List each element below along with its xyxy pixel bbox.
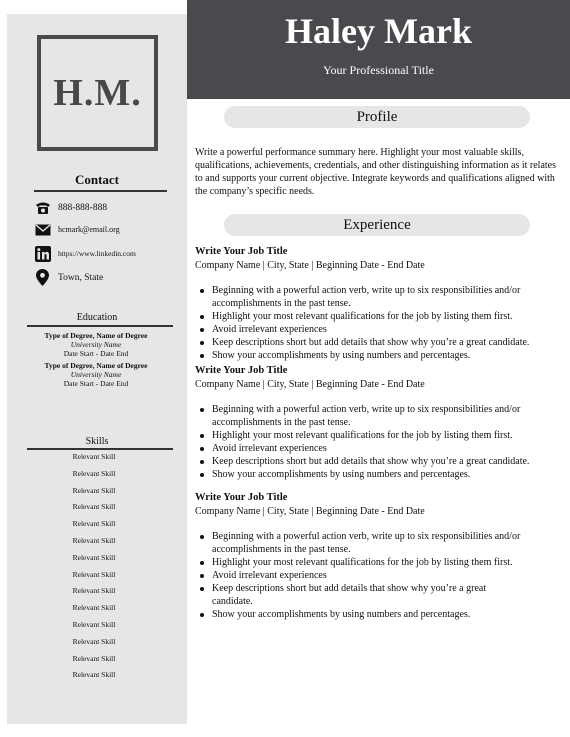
sidebar (7, 14, 187, 724)
skills-divider (27, 448, 173, 450)
location-text: Town, State (58, 272, 104, 283)
job-bullets (195, 284, 565, 362)
profile-heading: Profile (224, 106, 530, 128)
bullet-item: Show your accomplishments by using numbers and percentages. (212, 349, 565, 362)
degree: Type of Degree, Name of Degree (44, 361, 148, 370)
bullet-item: Avoid irrelevant experiences (212, 442, 565, 455)
bullet-item: Beginning with a powerful action verb, write up to six responsibilities and/or accomplishments in the past tense. (212, 403, 565, 429)
monogram-box (37, 35, 158, 151)
header-banner (187, 0, 570, 99)
bullet-item: Keep descriptions short but add details that show why you’re a great candidate. (212, 455, 565, 468)
bullet-item: Show your accomplishments by using numbers and percentages. (212, 468, 565, 481)
degree: Type of Degree, Name of Degree (44, 331, 148, 340)
job-title: Write Your Job Title (195, 365, 288, 376)
job-company-line: Company Name | City, State | Beginning Date - End Date (195, 379, 425, 390)
bullet-item: Avoid irrelevant experiences (212, 569, 565, 582)
education-entry (27, 361, 165, 389)
job-bullets (195, 403, 565, 481)
job-title: Write Your Job Title (195, 492, 288, 503)
bullet-item: Highlight your most relevant qualifications for the job by listing them first. (212, 429, 565, 442)
skill-item: Relevant Skill (72, 637, 116, 646)
experience-heading: Experience (224, 214, 530, 236)
education-dates: Date Start - Date End (63, 349, 129, 359)
contact-divider (34, 190, 167, 192)
education-divider (27, 325, 173, 327)
email-link[interactable]: hcmark@email.org (58, 225, 120, 234)
bullet-item: Highlight your most relevant qualifications for the job by listing them first. (212, 310, 565, 323)
bullet-item: Show your accomplishments by using numbers and percentages. (212, 608, 565, 621)
skill-item: Relevant Skill (72, 670, 116, 679)
skill-item: Relevant Skill (72, 654, 116, 663)
contact-location (34, 269, 103, 286)
phone-number: 888-888-888 (58, 202, 108, 213)
phone-icon (34, 199, 51, 216)
candidate-name: Haley Mark (285, 11, 472, 51)
job-bullets (195, 530, 565, 621)
job-entry (195, 245, 565, 362)
bullet-item: Keep descriptions short but add details that show why you’re a great candidate. (212, 582, 512, 608)
linkedin-icon (34, 245, 51, 262)
skill-item: Relevant Skill (72, 469, 116, 478)
skill-item: Relevant Skill (72, 452, 116, 461)
job-title: Write Your Job Title (195, 246, 288, 257)
contact-email (34, 221, 120, 238)
education-heading: Education (76, 312, 118, 323)
bullet-item: Keep descriptions short but add details that show why you’re a great candidate. (212, 336, 565, 349)
bullet-item: Beginning with a powerful action verb, write up to six responsibilities and/or accomplishments in the past tense. (212, 284, 565, 310)
skill-item: Relevant Skill (72, 486, 116, 495)
skills-heading: Skills (85, 436, 109, 447)
education-entry (27, 331, 165, 359)
university: University Name (70, 370, 122, 380)
job-entry (195, 491, 565, 621)
bullet-item: Beginning with a powerful action verb, write up to six responsibilities and/or accomplishments in the past tense. (212, 530, 565, 556)
profile-summary: Write a powerful performance summary here. Highlight your most valuable skills, qualifications, achievements, credentials, and other distinguishing information as it relates to and supports your current objective. Integrate keywords and qualifications aligned with the company’s specific needs. (195, 147, 557, 197)
skill-item: Relevant Skill (72, 502, 116, 511)
professional-title: Your Professional Title (323, 63, 434, 77)
linkedin-link[interactable]: https://www.linkedin.com (58, 249, 136, 258)
skill-item: Relevant Skill (72, 553, 116, 562)
job-company-line: Company Name | City, State | Beginning Date - End Date (195, 260, 425, 271)
university: University Name (70, 340, 122, 350)
skill-item: Relevant Skill (72, 570, 116, 579)
envelope-icon (34, 221, 51, 238)
contact-heading: Contact (74, 172, 120, 187)
skill-item: Relevant Skill (72, 519, 116, 528)
contact-linkedin (34, 245, 136, 262)
monogram: H.M. (53, 72, 142, 114)
education-dates: Date Start - Date End (63, 379, 129, 389)
job-entry (195, 364, 565, 481)
skill-item: Relevant Skill (72, 536, 116, 545)
skill-item: Relevant Skill (72, 620, 116, 629)
contact-phone (34, 199, 107, 216)
map-pin-icon (34, 269, 51, 286)
bullet-item: Highlight your most relevant qualifications for the job by listing them first. (212, 556, 565, 569)
skill-item: Relevant Skill (72, 586, 116, 595)
bullet-item: Avoid irrelevant experiences (212, 323, 565, 336)
skill-item: Relevant Skill (72, 603, 116, 612)
job-company-line: Company Name | City, State | Beginning Date - End Date (195, 506, 425, 517)
